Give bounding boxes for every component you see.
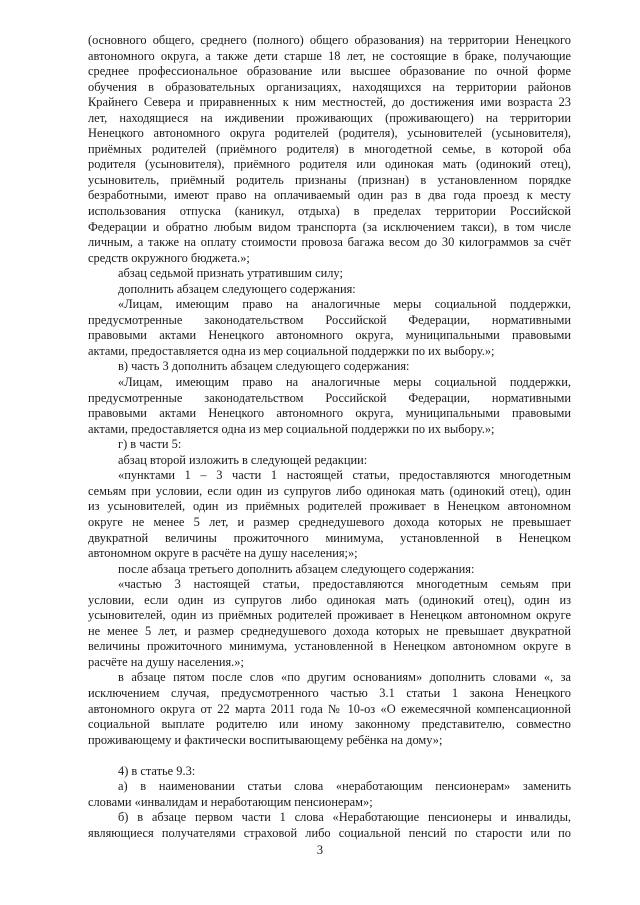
text-line: актами, предоставляется одна из мер социальной поддержки по их выбору.»; (88, 343, 495, 358)
text-line: не менее 5 лет, и размер среднедушевого дохода которых не превышает двукратной (88, 623, 571, 638)
text-line: обучения в образовательных организациях, находящихся на территории районов (88, 79, 571, 94)
text-line: родителя (усыновителя), приёмного родителя или одинокая мать (одинокий отец), (88, 157, 571, 172)
text-line: усыновителей, один из приёмных родителей проживает в Ненецком автономном округе (88, 608, 571, 623)
text-line: абзац седьмой признать утратившим силу; (118, 266, 343, 281)
text-line: Ненецкого автономного округа родителей (родителя), усыновителей (усыновителя), (88, 126, 571, 141)
text-line: расчёте на душу населения.»; (88, 654, 244, 669)
text-line: личным, а также на оплату стоимости провоза багажа весом до 30 килограммов за счёт (88, 235, 571, 250)
text-line: использования отпуска (каникул, отдыха) в пределах территории Российской (88, 204, 571, 219)
text-line: условии, если один из супругов либо одинокая мать (одинокий отец), один из (88, 592, 571, 607)
text-line: округе не менее 5 лет, и размер среднедушевого дохода которых не превышает (88, 514, 571, 529)
text-line: исключением случая, предусмотренного частью 3.1 статьи 1 закона Ненецкого (88, 685, 571, 700)
text-line: в абзаце пятом после слов «по другим основаниям» дополнить словами «, за (118, 670, 571, 685)
text-line: «Лицам, имеющим право на аналогичные меры социальной поддержки, (118, 297, 571, 312)
text-line: абзац второй изложить в следующей редакции: (118, 452, 368, 467)
text-line: лет, находящиеся на иждивении проживающих (проживающего) на территории (88, 110, 571, 125)
text-line: дополнить абзацем следующего содержания: (118, 281, 356, 296)
text-line: а) в наименовании статьи слова «неработающим пенсионерам» заменить (118, 779, 571, 794)
paragraph-gap (88, 748, 571, 764)
text-line: «Лицам, имеющим право на аналогичные меры социальной поддержки, (118, 375, 571, 390)
text-line: правовыми актами Ненецкого автономного округа, муниципальными правовыми (88, 328, 571, 343)
text-line: Федерации и обратно любым видом транспорта (за исключением такси), в том числе (88, 219, 571, 234)
text-line: средств окружного бюджета.»; (88, 250, 250, 265)
text-line: приёмных родителей (приёмного родителя) в многодетной семье, в которой оба (88, 141, 571, 156)
text-line: в) часть 3 дополнить абзацем следующего содержания: (118, 359, 410, 374)
text-line: предусмотренные законодательством Российской Федерации, нормативными (88, 312, 571, 327)
text-line: после абзаца третьего дополнить абзацем следующего содержания: (118, 561, 475, 576)
text-line: «частью 3 настоящей статьи, предоставляются многодетным семьям при (118, 577, 571, 592)
text-line: б) в абзаце первом части 1 слова «Неработающие пенсионеры и инвалиды, (118, 810, 571, 825)
text-line: г) в части 5: (118, 437, 182, 452)
text-line: 4) в статье 9.3: (118, 763, 196, 778)
text-line: актами, предоставляется одна из мер социальной поддержки по их выбору.»; (88, 421, 495, 436)
text-line: автономного округа, а также дети старше 18 лет, не состоящие в браке, получающие (88, 48, 571, 63)
text-line: (основного общего, среднего (полного) общего образования) на территории Ненецкого (88, 33, 571, 47)
text-line: автономном округе в расчёте на душу населения;»; (88, 546, 358, 561)
text-line: из усыновителей, один из приёмных родителей проживает в Ненецком автономном (88, 499, 571, 514)
text-line: величины прожиточного минимума, установленной в Ненецком автономном округе в (88, 639, 571, 654)
text-line: являющиеся получателями страховой либо социальной пенсий по старости или по (88, 825, 571, 840)
text-line: словами «инвалидам и неработающим пенсионерам»; (88, 794, 373, 809)
text-line: автономного округа от 22 марта 2011 года № 10-оз «О ежемесячной компенсационной (88, 701, 571, 716)
text-line: среднее профессиональное образование или высшее образование по очной форме (88, 64, 571, 79)
page-number: 3 (316, 843, 324, 857)
text-line: Крайнего Севера и приравненных к ним местностей, до достижения ими возраста 23 (88, 95, 571, 110)
document-body (88, 33, 571, 841)
text-line: проживающему и фактически воспитывающему ребёнка на дому»; (88, 732, 443, 747)
text-line: правовыми актами Ненецкого автономного округа, муниципальными правовыми (88, 406, 571, 421)
text-line: усыновитель, приёмный родитель признаны (признан) в установленном порядке (88, 172, 571, 187)
text-line: социальной выплате родителю или иному законному представителю, совместно (88, 717, 571, 732)
text-line: двукратной величины прожиточного минимума, установленной в Ненецком (88, 530, 571, 545)
text-line: «пунктами 1 – 3 части 1 настоящей статьи, предоставляются многодетным (118, 468, 571, 483)
text-line: семьям при условии, если один из супругов либо одинокая мать (одинокий отец), один (88, 483, 571, 498)
text-line: безработными, имеют право на оплачиваемый один раз в два года проезд к месту (88, 188, 571, 203)
text-line: предусмотренные законодательством Российской Федерации, нормативными (88, 390, 571, 405)
